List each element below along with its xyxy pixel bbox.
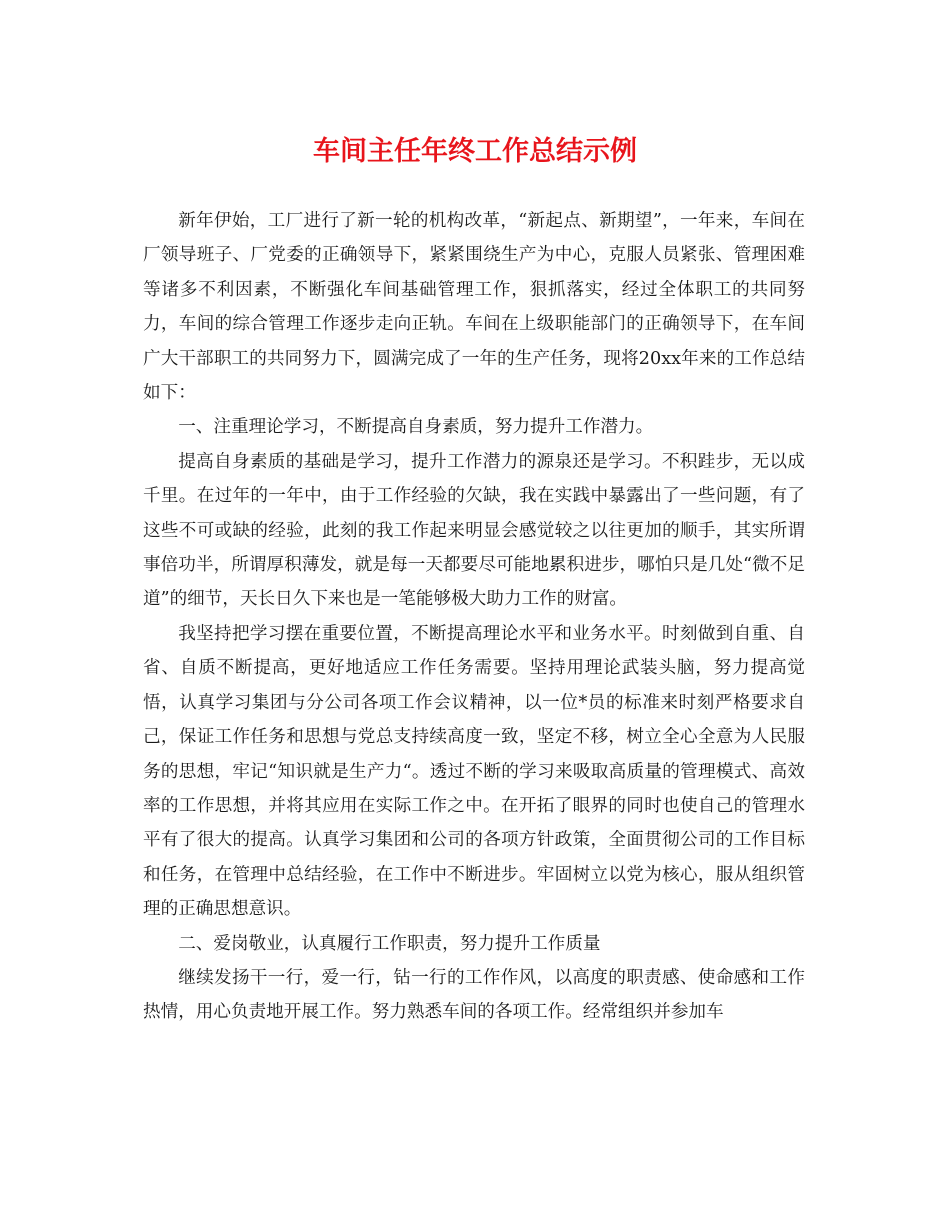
section-heading-2: 二、爱岗敬业，认真履行工作职责，努力提升工作质量 (178, 933, 601, 954)
paragraph-dedication: 继续发扬干一行，爱一行，钻一行的工作作风，以高度的职责感、使命感和工作热情，用心负责地开展工作。努力熟悉车间的各项工作。经常组织并参加车 (143, 967, 805, 1023)
paragraph-learning-foundation: 提高自身素质的基础是学习，提升工作潜力的源泉还是学习。不积跬步，无以成千里。在过年的一年中，由于工作经验的欠缺，我在实践中暴露出了一些问题，有了这些不可或缺的经验，此刻的我工作起来明显会感觉较之以往更加的顺手，其实所谓事倍功半，所谓厚积薄发，就是每一天都要尽可能地累积进步，哪怕只是几处“微不足道”的细节，天长日久下来也是一笔能够极大助力工作的财富。 (143, 451, 805, 610)
document-body (143, 204, 805, 1030)
paragraph-learning-practice: 我坚持把学习摆在重要位置，不断提高理论水平和业务水平。时刻做到自重、自省、自质不断提高，更好地适应工作任务需要。坚持用理论武装头脑，努力提高觉悟，认真学习集团与分公司各项工作会议精神，以一位*员的标准来时刻严格要求自己，保证工作任务和思想与党总支持续高度一致，坚定不移，树立全心全意为人民服务的思想，牢记“知识就是生产力“。透过不断的学习来吸取高质量的管理模式、高效率的工作思想，并将其应用在实际工作之中。在开拓了眼界的同时也使自己的管理水平有了很大的提高。认真学习集团和公司的各项方针政策，全面贯彻公司的工作目标和任务，在管理中总结经验，在工作中不断进步。牢固树立以党为核心，服从组织管理的正确思想意识。 (143, 623, 805, 920)
document-title: 车间主任年终工作总结示例 (313, 136, 637, 167)
section-heading-1: 一、注重理论学习，不断提高自身素质，努力提升工作潜力。 (178, 417, 654, 438)
paragraph-intro: 新年伊始，工厂进行了新一轮的机构改革，“新起点、新期望”，一年来，车间在厂领导班子、厂党委的正确领导下，紧紧围绕生产为中心，克服人员紧张、管理困难等诸多不利因素，不断强化车间基础管理工作，狠抓落实，经过全体职工的共同努力，车间的综合管理工作逐步走向正轨。车间在上级职能部门的正确领导下，在车间广大干部职工的共同努力下，圆满完成了一年的生产任务，现将20xx年来的工作总结如下： (143, 211, 805, 404)
